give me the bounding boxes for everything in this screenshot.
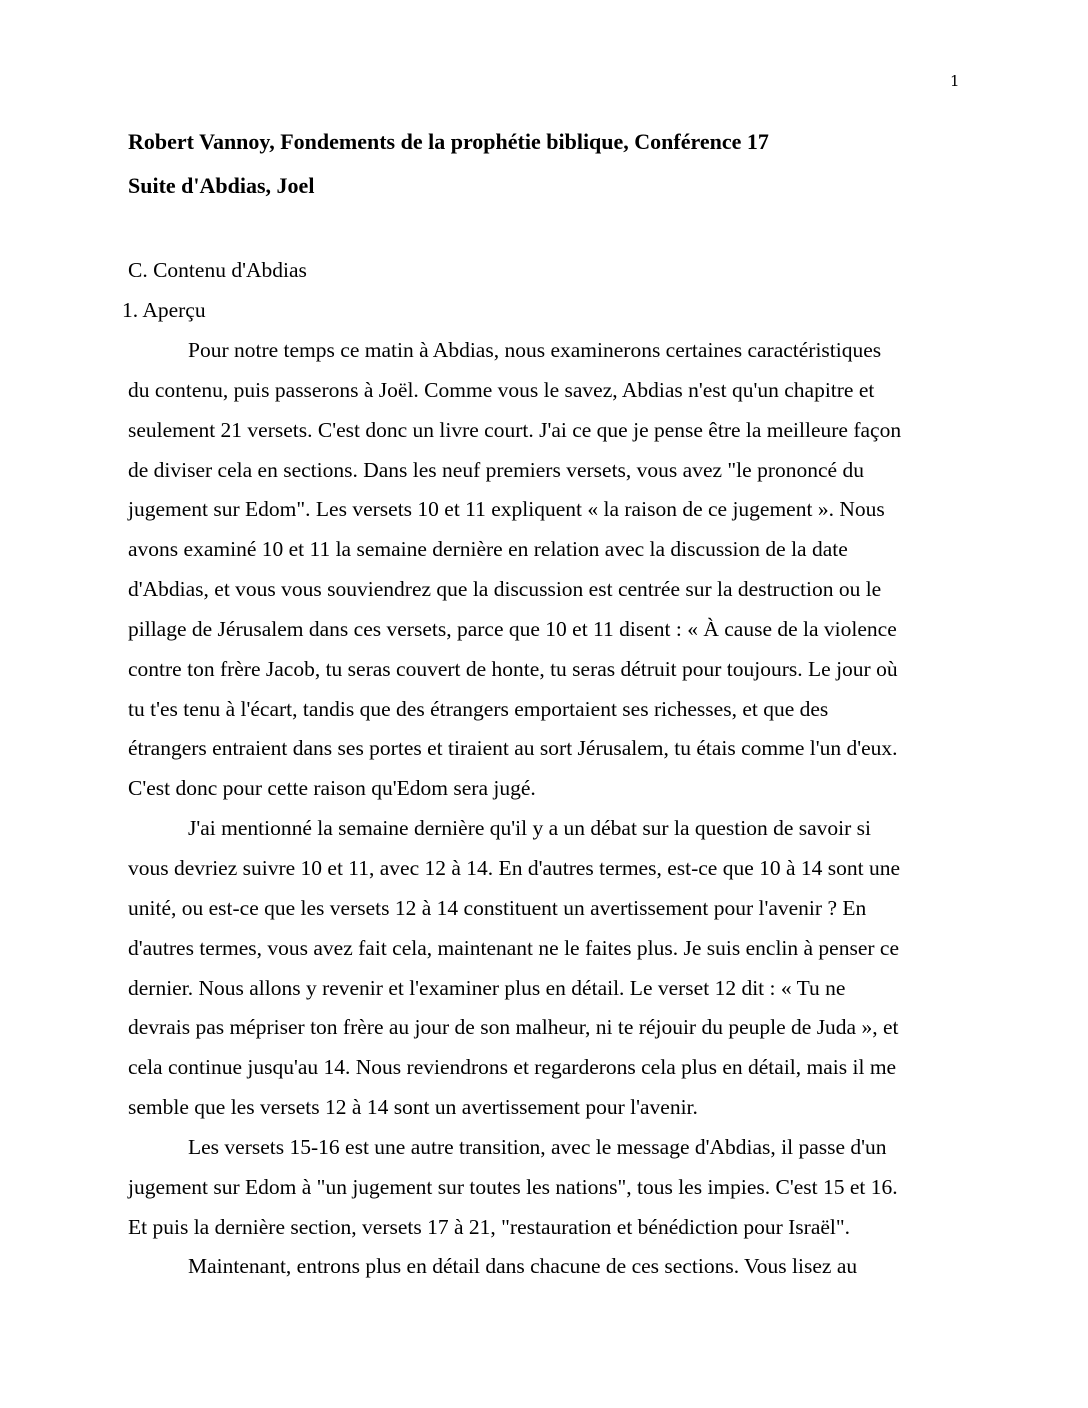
text-line: devrais pas mépriser ton frère au jour de son malheur, ni te réjouir du peuple de Juda », et <box>128 1015 899 1040</box>
text-line: pillage de Jérusalem dans ces versets, parce que 10 et 11 disent : « À cause de la violence <box>128 616 897 641</box>
text-line: contre ton frère Jacob, tu seras couvert de honte, tu seras détruit pour toujours. Le jour où <box>128 656 898 681</box>
text-line: vous devriez suivre 10 et 11, avec 12 à 14. En d'autres termes, est-ce que 10 à 14 sont une <box>128 855 901 880</box>
section-heading: C. Contenu d'Abdias <box>128 258 307 282</box>
text-line: Maintenant, entrons plus en détail dans chacune de ces sections. Vous lisez au <box>188 1254 858 1279</box>
text-line: seulement 21 versets. C'est donc un livre court. J'ai ce que je pense être la meilleure façon <box>128 417 902 442</box>
text-line: d'autres termes, vous avez fait cela, maintenant ne le faites plus. Je suis enclin à penser ce <box>128 935 900 960</box>
document-title: Robert Vannoy, Fondements de la prophétie biblique, Conférence 17 <box>128 129 769 154</box>
text-line: avons examiné 10 et 11 la semaine dernière en relation avec la discussion de la date <box>128 537 848 562</box>
text-line: étrangers entraient dans ses portes et tiraient au sort Jérusalem, tu étais comme l'un d'eux. <box>128 736 898 761</box>
text-line: cela continue jusqu'au 14. Nous reviendrons et regarderons cela plus en détail, mais il me <box>128 1055 897 1080</box>
text-line: Et puis la dernière section, versets 17 à 21, "restauration et bénédiction pour Israël". <box>128 1214 851 1239</box>
text-line: tu t'es tenu à l'écart, tandis que des étrangers emportaient ses richesses, et que des <box>128 696 829 721</box>
text-line: J'ai mentionné la semaine dernière qu'il y a un débat sur la question de savoir si <box>188 816 872 841</box>
text-line: d'Abdias, et vous vous souviendrez que la discussion est centrée sur la destruction ou le <box>128 577 882 602</box>
text-line: jugement sur Edom à "un jugement sur toutes les nations", tous les impies. C'est 15 et 16. <box>128 1174 898 1199</box>
text-line: unité, ou est-ce que les versets 12 à 14 constituent un avertissement pour l'avenir ? En <box>128 895 867 920</box>
document-subtitle: Suite d'Abdias, Joel <box>128 173 315 198</box>
text-line: Pour notre temps ce matin à Abdias, nous examinerons certaines caractéristiques <box>188 338 882 362</box>
text-line: semble que les versets 12 à 14 sont un avertissement pour l'avenir. <box>128 1095 698 1120</box>
text-line: jugement sur Edom". Les versets 10 et 11 expliquent « la raison de ce jugement ». Nous <box>128 497 885 522</box>
text-line: C'est donc pour cette raison qu'Edom sera jugé. <box>128 776 536 801</box>
body-text <box>128 331 968 1287</box>
text-line: de diviser cela en sections. Dans les neuf premiers versets, vous avez "le prononcé du <box>128 457 864 482</box>
subsection-heading: 1. Aperçu <box>122 298 206 322</box>
text-line: du contenu, puis passerons à Joël. Comme vous le savez, Abdias n'est qu'un chapitre et <box>128 377 875 402</box>
text-line: Les versets 15-16 est une autre transition, avec le message d'Abdias, il passe d'un <box>188 1134 887 1159</box>
text-line: dernier. Nous allons y revenir et l'examiner plus en détail. Le verset 12 dit : « Tu ne <box>128 975 846 1000</box>
page-number: 1 <box>950 72 960 90</box>
